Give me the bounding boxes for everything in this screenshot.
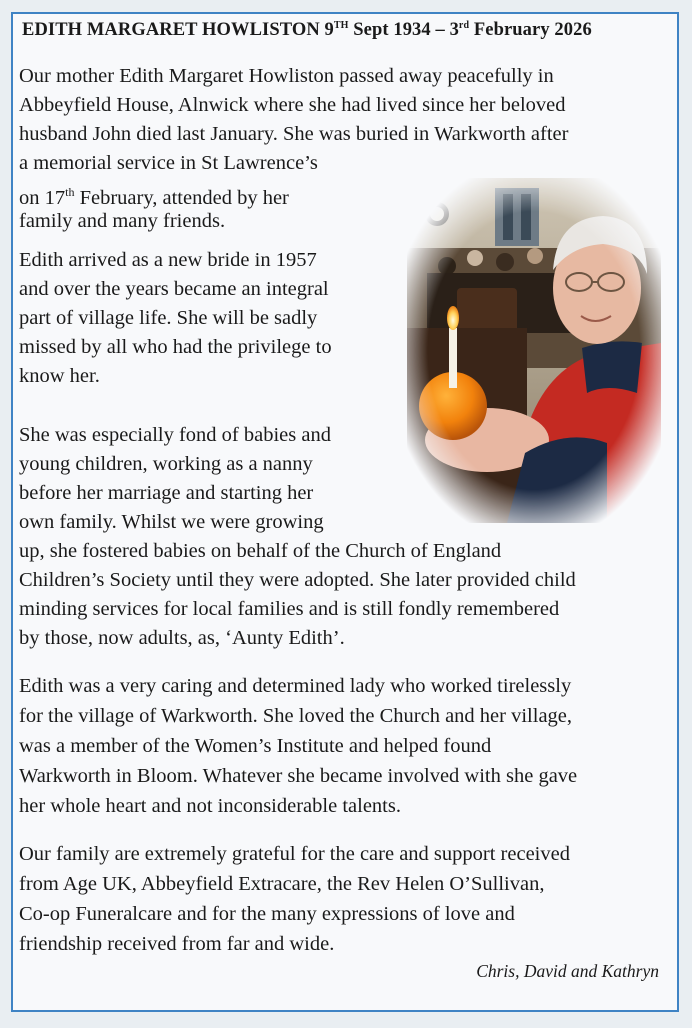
body-line: husband John died last January. She was buried in Warkworth after	[19, 123, 569, 145]
body-line: Our family are extremely grateful for the care and support received	[19, 843, 570, 865]
service-date-suffix: th	[65, 185, 75, 199]
heading-born-day: 9	[324, 20, 334, 40]
body-line: missed by all who had the privilege to	[19, 336, 332, 358]
heading-born-suffix: TH	[333, 20, 349, 31]
body-line: Children’s Society until they were adopted. She later provided child	[19, 569, 576, 591]
body-line: her whole heart and not inconsiderable talents.	[19, 795, 401, 817]
body-line: before her marriage and starting her	[19, 482, 314, 504]
heading-died-rest: February 2026	[473, 20, 592, 40]
heading-name: EDITH MARGARET HOWLISTON	[22, 20, 320, 40]
body-line: by those, now adults, as, ‘Aunty Edith’.	[19, 627, 345, 649]
heading-died-suffix: rd	[458, 20, 470, 31]
body-line: friendship received from far and wide.	[19, 933, 335, 955]
service-date-rest: February, attended by her	[79, 187, 289, 209]
heading-died-day: 3	[449, 20, 459, 40]
body-line: from Age UK, Abbeyfield Extracare, the Rev Helen O’Sullivan,	[19, 873, 545, 895]
body-line: Warkworth in Bloom. Whatever she became involved with she gave	[19, 765, 578, 787]
body-line: know her.	[19, 365, 100, 387]
body-line: Edith was a very caring and determined lady who worked tirelessly	[19, 675, 572, 697]
body-line: own family. Whilst we were growing	[19, 511, 324, 533]
heading-born-rest: Sept 1934 –	[353, 20, 445, 40]
body-line: for the village of Warkworth. She loved the Church and her village,	[19, 705, 573, 727]
obituary-page	[11, 12, 679, 1012]
body-line: Edith arrived as a new bride in 1957	[19, 249, 317, 271]
body-line: part of village life. She will be sadly	[19, 307, 318, 329]
body-line: young children, working as a nanny	[19, 453, 313, 475]
service-date-prefix: on 17	[19, 187, 66, 209]
body-line: Co-op Funeralcare and for the many expressions of love and	[19, 903, 515, 925]
body-line: She was especially fond of babies and	[19, 424, 331, 446]
obituary-heading	[22, 20, 672, 41]
body-line: family and many friends.	[19, 210, 226, 232]
body-line: Abbeyfield House, Alnwick where she had lived since her beloved	[19, 94, 566, 116]
body-line: and over the years became an integral	[19, 278, 329, 300]
body-line: Our mother Edith Margaret Howliston passed away peacefully in	[19, 65, 554, 87]
body-line: up, she fostered babies on behalf of the Church of England	[19, 540, 502, 562]
body-line: minding services for local families and is still fondly remembered	[19, 598, 560, 620]
portrait-photo	[407, 178, 661, 523]
signature: Chris, David and Kathryn	[476, 961, 659, 981]
body-line: was a member of the Women’s Institute and helped found	[19, 735, 492, 757]
body-line: a memorial service in St Lawrence’s	[19, 152, 318, 174]
